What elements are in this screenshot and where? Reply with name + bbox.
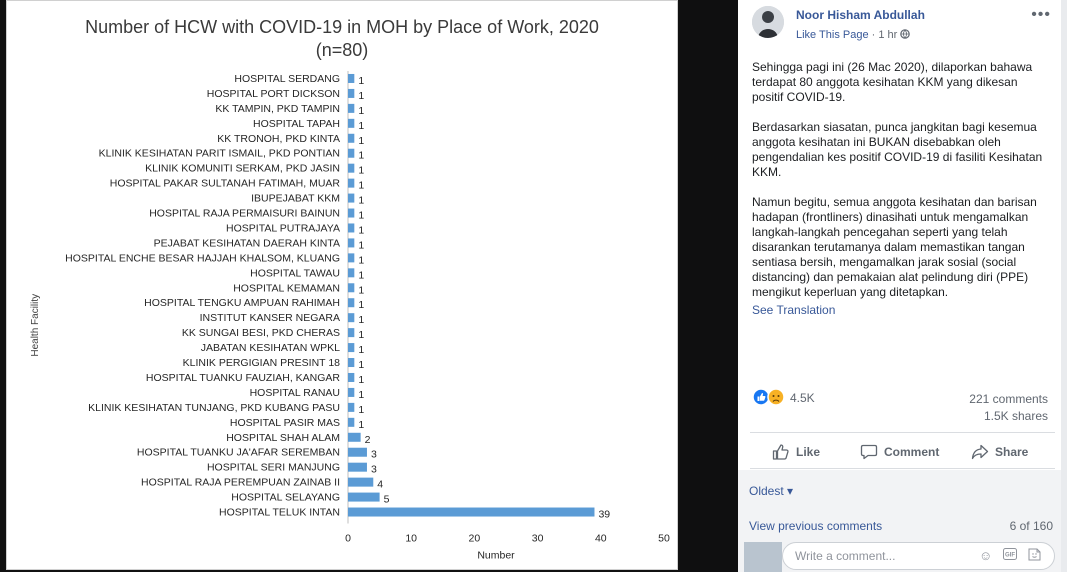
divider bbox=[750, 468, 1055, 469]
category-label: KLINIK KOMUNITI SERKAM, PKD JASIN bbox=[145, 162, 340, 175]
category-label: HOSPITAL TAPAH bbox=[253, 117, 340, 130]
sticker-icon[interactable] bbox=[1028, 548, 1041, 564]
data-label: 1 bbox=[358, 104, 365, 117]
category-label: KK TRONOH, PKD KINTA bbox=[217, 132, 340, 145]
category-label: JABATAN KESIHATAN WPKL bbox=[200, 342, 340, 355]
category-label: KK SUNGAI BESI, PKD CHERAS bbox=[181, 327, 340, 340]
category-label: HOSPITAL PAKAR SULTANAH FATIMAH, MUAR bbox=[109, 177, 340, 190]
category-label: KLINIK PERGIGIAN PRESINT 18 bbox=[182, 357, 340, 370]
data-label: 1 bbox=[358, 119, 365, 132]
category-label: HOSPITAL RAJA PERMAISURI BAINUN bbox=[149, 207, 340, 220]
bar bbox=[348, 164, 354, 173]
bar bbox=[348, 313, 354, 322]
sad-reaction-icon bbox=[768, 389, 784, 405]
user-avatar bbox=[744, 542, 782, 572]
data-label: 1 bbox=[358, 134, 365, 147]
data-label: 3 bbox=[370, 463, 377, 476]
bar bbox=[348, 343, 354, 352]
post-time[interactable]: 1 hr bbox=[878, 29, 898, 41]
category-label: KK TAMPIN, PKD TAMPIN bbox=[215, 102, 340, 115]
data-label: 3 bbox=[370, 448, 377, 461]
like-page-link[interactable]: Like This Page bbox=[796, 29, 869, 41]
comment-button[interactable] bbox=[860, 444, 939, 460]
category-label: HOSPITAL PORT DICKSON bbox=[206, 87, 340, 100]
x-tick-label: 30 bbox=[531, 532, 544, 545]
like-reaction-icon bbox=[753, 389, 769, 405]
category-label: HOSPITAL PASIR MAS bbox=[229, 416, 340, 429]
data-label: 1 bbox=[358, 359, 365, 372]
data-label: 5 bbox=[383, 493, 390, 506]
data-label: 1 bbox=[358, 74, 365, 87]
comment-input[interactable] bbox=[782, 542, 1055, 570]
bar bbox=[348, 253, 354, 262]
comment-count[interactable]: 221 comments bbox=[969, 392, 1048, 406]
bar bbox=[348, 149, 354, 158]
separator-dot: · bbox=[871, 29, 879, 41]
thumbs-up-icon bbox=[772, 444, 790, 460]
share-count[interactable]: 1.5K shares bbox=[983, 409, 1048, 423]
data-label: 1 bbox=[358, 194, 365, 207]
bar bbox=[348, 89, 354, 98]
post-text bbox=[752, 60, 1052, 318]
bar bbox=[348, 194, 354, 203]
data-label: 1 bbox=[358, 418, 365, 431]
bar-chart bbox=[7, 1, 677, 569]
category-label: HOSPITAL ENCHE BESAR HAJJAH KHALSOM, KLUANG bbox=[65, 252, 340, 265]
data-label: 39 bbox=[598, 508, 611, 521]
like-label: Like bbox=[796, 445, 821, 459]
chart-image bbox=[6, 0, 678, 570]
x-tick-label: 10 bbox=[405, 532, 418, 545]
x-axis-title: Number bbox=[477, 549, 515, 562]
x-tick-label: 20 bbox=[468, 532, 481, 545]
category-label: KLINIK KESIHATAN TUNJANG, PKD KUBANG PASU bbox=[88, 401, 340, 414]
data-label: 1 bbox=[358, 284, 365, 297]
data-label: 1 bbox=[358, 344, 365, 357]
chart-subtitle: (n=80) bbox=[315, 40, 369, 60]
bar bbox=[348, 268, 354, 277]
bar bbox=[348, 478, 373, 487]
svg-text:GIF: GIF bbox=[1005, 552, 1015, 559]
globe-icon bbox=[900, 29, 910, 41]
share-label: Share bbox=[995, 445, 1029, 459]
bar bbox=[348, 209, 354, 218]
bar bbox=[348, 493, 380, 502]
bar bbox=[348, 134, 354, 143]
x-tick-label: 40 bbox=[594, 532, 607, 545]
data-label: 1 bbox=[358, 388, 365, 401]
data-label: 1 bbox=[358, 254, 365, 267]
category-label: PEJABAT KESIHATAN DAERAH KINTA bbox=[153, 237, 340, 250]
x-tick-label: 0 bbox=[345, 532, 351, 545]
post-panel bbox=[738, 0, 1067, 572]
data-label: 1 bbox=[358, 403, 365, 416]
see-translation-link[interactable]: See Translation bbox=[752, 303, 836, 317]
reaction-count[interactable]: 4.5K bbox=[790, 391, 815, 405]
data-label: 1 bbox=[358, 373, 365, 386]
data-label: 1 bbox=[358, 269, 365, 282]
data-label: 1 bbox=[358, 239, 365, 252]
reactions-bar bbox=[752, 388, 1052, 428]
bar bbox=[348, 448, 367, 457]
comment-icon bbox=[860, 444, 878, 460]
data-label: 4 bbox=[377, 478, 384, 491]
bar bbox=[348, 328, 354, 337]
x-tick-label: 50 bbox=[658, 532, 670, 545]
data-label: 1 bbox=[358, 314, 365, 327]
post-meta bbox=[796, 29, 910, 41]
post-paragraph: Sehingga pagi ini (26 Mac 2020), dilaporkan bahawa terdapat 80 anggota kesihatan KKM yang dikesan positif COVID-19. bbox=[752, 60, 1033, 104]
category-label: HOSPITAL TUANKU JA'AFAR SEREMBAN bbox=[136, 446, 340, 459]
post-header bbox=[738, 0, 1067, 50]
bar bbox=[348, 223, 354, 232]
bar bbox=[348, 74, 354, 83]
category-label: HOSPITAL TELUK INTAN bbox=[219, 506, 340, 519]
bar bbox=[348, 433, 361, 442]
data-label: 1 bbox=[358, 149, 365, 162]
comments-area bbox=[738, 470, 1067, 572]
like-button[interactable] bbox=[772, 444, 820, 460]
category-label: HOSPITAL SERDANG bbox=[234, 72, 340, 85]
scrollbar[interactable] bbox=[1061, 0, 1067, 572]
bar bbox=[348, 463, 367, 472]
y-axis-title: Health Facility bbox=[30, 293, 41, 357]
view-previous-comments-link[interactable]: View previous comments bbox=[749, 519, 883, 533]
data-label: 1 bbox=[358, 299, 365, 312]
bar bbox=[348, 298, 354, 307]
author-name[interactable]: Noor Hisham Abdullah bbox=[796, 8, 925, 22]
data-label: 2 bbox=[364, 433, 371, 446]
category-label: HOSPITAL TAWAU bbox=[250, 267, 340, 280]
data-label: 1 bbox=[358, 164, 365, 177]
emoji-icon[interactable]: ☺ bbox=[979, 548, 993, 563]
bar bbox=[348, 179, 354, 188]
category-label: KLINIK KESIHATAN PARIT ISMAIL, PKD PONTIAN bbox=[98, 147, 340, 160]
bar bbox=[348, 403, 354, 412]
category-label: HOSPITAL RANAU bbox=[249, 386, 340, 399]
bar bbox=[348, 418, 354, 427]
data-label: 1 bbox=[358, 89, 365, 102]
category-label: IBUPEJABAT KKM bbox=[251, 192, 340, 205]
category-label: HOSPITAL SHAH ALAM bbox=[226, 431, 340, 444]
chart-title: Number of HCW with COVID-19 in MOH by Place of Work, 2020 bbox=[85, 17, 599, 37]
bar bbox=[348, 388, 354, 397]
comment-label: Comment bbox=[884, 445, 940, 459]
bar bbox=[348, 238, 354, 247]
category-label: HOSPITAL SELAYANG bbox=[231, 491, 340, 504]
category-label: HOSPITAL PUTRAJAYA bbox=[226, 222, 340, 235]
category-label: HOSPITAL SERI MANJUNG bbox=[206, 461, 340, 474]
category-label: HOSPITAL RAJA PEREMPUAN ZAINAB II bbox=[141, 476, 340, 489]
post-paragraph: Namun begitu, semua anggota kesihatan dan barisan hadapan (frontliners) dinasihati untuk mengamalkan langkah-langkah pencegahan seperti yang telah disarankan terutamanya dalam memastikan tangan sentiasa bersih, mengamalkan jarak sosial (social distancing) dan pemakaian alat pelindung diri (PPE) mengikut keperluan yang ditetapkan. bbox=[752, 195, 1037, 299]
share-arrow-icon bbox=[971, 444, 989, 460]
category-label: HOSPITAL KEMAMAN bbox=[233, 282, 340, 295]
bar bbox=[348, 104, 354, 113]
post-actions bbox=[738, 438, 1067, 468]
more-options-button[interactable]: ••• bbox=[1031, 6, 1051, 23]
data-label: 1 bbox=[358, 329, 365, 342]
author-avatar[interactable] bbox=[752, 6, 784, 38]
post-paragraph: Berdasarkan siasatan, punca jangkitan bagi kesemua anggota kesihatan ini BUKAN disebabkan oleh pengendalian kes positif COVID-19 di fasiliti Kesihatan KKM. bbox=[752, 120, 1043, 179]
comment-placeholder: Write a comment... bbox=[795, 549, 896, 563]
bar bbox=[348, 283, 354, 292]
category-label: HOSPITAL TENGKU AMPUAN RAHIMAH bbox=[144, 297, 340, 310]
share-button[interactable] bbox=[971, 444, 1028, 460]
data-label: 1 bbox=[358, 224, 365, 237]
bar bbox=[348, 358, 354, 367]
reaction-icons[interactable] bbox=[752, 388, 786, 409]
category-label: HOSPITAL TUANKU FAUZIAH, KANGAR bbox=[145, 371, 340, 384]
bar bbox=[348, 119, 354, 128]
gif-icon[interactable] bbox=[1003, 548, 1017, 563]
comment-position-counter: 6 of 160 bbox=[1009, 519, 1053, 533]
data-label: 1 bbox=[358, 179, 365, 192]
bar bbox=[348, 508, 594, 517]
divider bbox=[750, 432, 1055, 433]
data-label: 1 bbox=[358, 209, 365, 222]
comment-sort-dropdown[interactable]: Oldest ▾ bbox=[749, 484, 794, 498]
category-label: INSTITUT KANSER NEGARA bbox=[199, 312, 340, 325]
bar bbox=[348, 373, 354, 382]
